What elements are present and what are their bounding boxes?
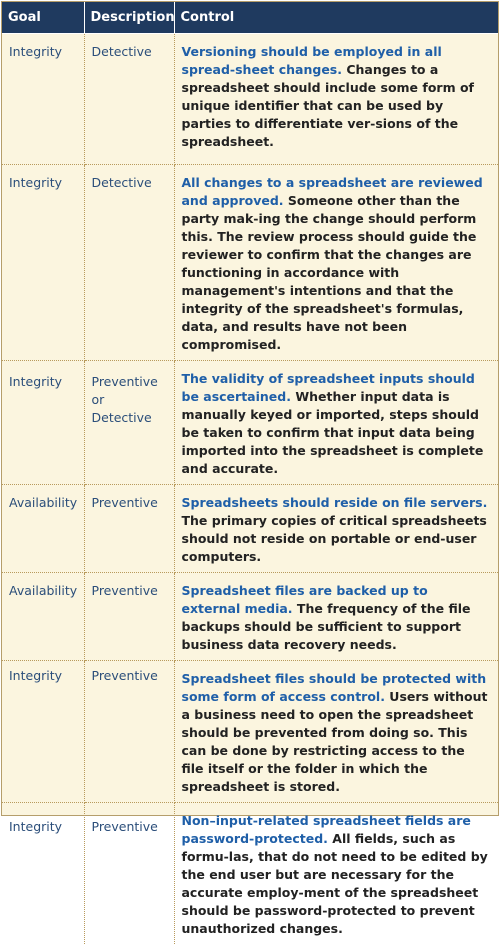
table-header	[2, 2, 498, 34]
goal-cell: Integrity	[2, 803, 84, 944]
header-control: Control	[174, 2, 498, 34]
control-lead: Non–input-related spreadsheet fields are password-protected.	[182, 813, 471, 846]
header-goal: Goal	[2, 2, 84, 34]
table-body	[2, 34, 498, 944]
description-cell: Preventive	[84, 661, 174, 803]
description-cell: Preventive or Detective	[84, 361, 174, 485]
control-cell	[174, 485, 498, 573]
header-description: Description	[84, 2, 174, 34]
table-row	[2, 661, 498, 803]
goal-cell: Integrity	[2, 165, 84, 361]
description-cell: Preventive	[84, 485, 174, 573]
control-text: Whether input data is manually keyed or imported, steps should be taken to confirm that input data being imported into the spreadsheet is complete and accurate.	[182, 389, 484, 476]
control-text: Users without a business need to open the spreadsheet should be prevented from doing so. This can be done by restricting access to the file itself or the folder in which the spreadsheet is stored.	[182, 689, 488, 794]
controls-table	[2, 2, 498, 944]
control-text: The primary copies of critical spreadsheets should not reside on portable or end-user computers.	[182, 513, 487, 564]
table-row	[2, 165, 498, 361]
control-cell	[174, 34, 498, 165]
control-text: All fields, such as formu-las, that do not need to be edited by the end user but are necessary for the accurate employ-ment of the spreadsheet should be password-protected to prevent unauthorized changes.	[182, 831, 488, 936]
goal-cell: Integrity	[2, 361, 84, 485]
control-cell	[174, 803, 498, 944]
description-cell: Preventive	[84, 803, 174, 944]
control-lead: Versioning should be employed in all spread-sheet changes.	[182, 44, 442, 77]
controls-table-container	[1, 1, 499, 816]
control-text: The frequency of the file backups should be sufficient to support business data recovery needs.	[182, 601, 471, 652]
control-cell	[174, 661, 498, 803]
control-lead: Spreadsheet files are backed up to external media.	[182, 583, 428, 616]
control-lead: The validity of spreadsheet inputs should be ascertained.	[182, 371, 475, 404]
control-lead: Spreadsheet files should be protected with some form of access control.	[182, 671, 487, 704]
table-row	[2, 34, 498, 165]
control-lead: All changes to a spreadsheet are reviewed and approved.	[182, 175, 483, 208]
description-cell: Detective	[84, 34, 174, 165]
control-text: Someone other than the party mak-ing the change should perform this. The review process should guide the reviewer to confirm that the changes are functioning in accordance with management's intentions and that the integrity of the spreadsheet's formulas, data, and results have not been compromised.	[182, 193, 477, 352]
control-cell	[174, 573, 498, 661]
control-text: Changes to a spreadsheet should include some form of unique identifier that can be used by parties to differentiate ver-sions of the spreadsheet.	[182, 62, 474, 149]
description-cell: Preventive	[84, 573, 174, 661]
table-row	[2, 485, 498, 573]
goal-cell: Integrity	[2, 34, 84, 165]
header-row	[2, 2, 498, 34]
goal-cell: Integrity	[2, 661, 84, 803]
table-row	[2, 361, 498, 485]
description-cell: Detective	[84, 165, 174, 361]
table-row	[2, 803, 498, 944]
control-cell	[174, 361, 498, 485]
control-cell	[174, 165, 498, 361]
goal-cell: Availability	[2, 573, 84, 661]
control-lead: Spreadsheets should reside on file servers.	[182, 495, 488, 510]
table-row	[2, 573, 498, 661]
goal-cell: Availability	[2, 485, 84, 573]
